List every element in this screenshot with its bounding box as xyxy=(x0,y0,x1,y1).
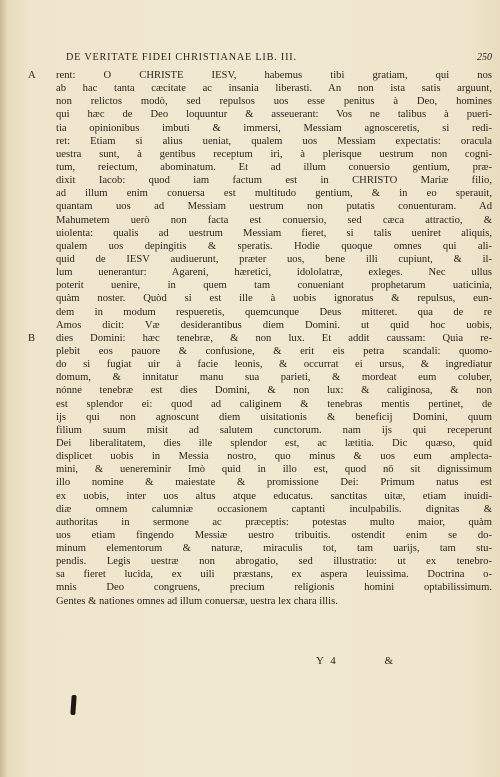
line-text: mini, & uenereminir Imò quid in illo est, quod nō sit dignissimum xyxy=(56,464,492,476)
text-line xyxy=(28,266,492,279)
signature-mark: Y 4 xyxy=(316,655,338,667)
text-line xyxy=(28,490,492,503)
line-text: ret: Etiam si alius ueniat, qualem uos Messiam expectatis: oracula xyxy=(56,135,492,147)
line-text: quantam uos ad Messiam uestrum non putatis conuenturam. Ad xyxy=(56,201,492,213)
body-text xyxy=(28,69,492,608)
line-text: qualem uos depingitis & speratis. Hodie quoque omnes qui ali- xyxy=(56,240,492,252)
text-line xyxy=(28,358,492,371)
text-line xyxy=(28,450,492,463)
line-text: ab hac tanta cæcitate ac insania liberasti. An non ista satis arguunt, xyxy=(56,83,492,95)
line-text: authoritas in sermone ac præceptis: potestas multo maior, quàm xyxy=(56,516,492,528)
text-line xyxy=(28,292,492,305)
text-line xyxy=(28,345,492,358)
text-line xyxy=(28,332,492,345)
text-line xyxy=(28,279,492,292)
line-text: illo nomine & maiestate & promissione Dei: Primum natus est xyxy=(56,477,492,489)
line-text: tia opinionibus imbuti & immersi, Messiam agnosceretis, si redi- xyxy=(56,122,492,134)
text-line xyxy=(28,69,492,82)
ink-mark-icon xyxy=(70,695,76,715)
line-text: diæ omnem calumniæ occasionem captanti inculpabilis. dignitas & xyxy=(56,503,492,515)
text-line xyxy=(28,108,492,121)
text-line xyxy=(28,122,492,135)
text-line xyxy=(28,595,492,608)
line-text: dem in modum respueretis, quemcunque Deus mitteret. qua de re xyxy=(56,306,492,318)
text-line xyxy=(28,135,492,148)
line-text: quàm noster. Quòd si est ille à uobis ignoratus & repulsus, eun- xyxy=(56,293,492,305)
catchline xyxy=(316,655,395,667)
folio-number: 250 xyxy=(477,52,492,63)
text-line xyxy=(28,148,492,161)
text-line xyxy=(28,411,492,424)
text-line xyxy=(28,503,492,516)
line-text: uiolenta: qualis ad uestrum Messiam fieret, si talis ueniret aliquis, xyxy=(56,227,492,239)
text-line xyxy=(28,424,492,437)
line-text: tum, reiectum, abominatum. Et ad illum conuersio gentium, præ- xyxy=(56,161,492,173)
line-text: quid de IESV audiuerunt, præter uos, bene illi cupiunt, & il- xyxy=(56,253,492,265)
line-text: ijs qui non agnoscunt diem uisitationis & beneficij Domini, quum xyxy=(56,411,492,423)
text-line xyxy=(28,371,492,384)
text-line xyxy=(28,161,492,174)
text-line xyxy=(28,529,492,542)
text-line xyxy=(28,82,492,95)
line-text: Mahumetem uerò non facta est conuersio, sed cæca attractio, & xyxy=(56,214,492,226)
line-text: Amos dicit: Væ desiderantibus diem Domini. ut quid hoc uobis, xyxy=(56,319,492,331)
text-line xyxy=(28,319,492,332)
text-line xyxy=(28,516,492,529)
text-line xyxy=(28,200,492,213)
line-text: pendis. Legis uestræ non abrogatio, sed illustratio: ut ex tenebro- xyxy=(56,556,492,568)
margin-letter: A xyxy=(28,70,36,81)
line-text: est splendor ei: quod ad caliginem & tenebras mentis pertinet, de xyxy=(56,398,492,410)
line-text: domum, & innitatur manu sua parieti, & mordeat eum coluber, xyxy=(56,372,492,384)
line-text: filium suum misit ad salutem cunctorum. nam ijs qui receperunt xyxy=(56,424,492,436)
line-text: uos etiam fingendo Messiæ uestro tribuitis. ostendit enim se do- xyxy=(56,529,492,541)
line-text: do si fugiat uir à facie leonis, & occurrat ei ursus, & ingrediatur xyxy=(56,359,492,371)
text-line xyxy=(28,398,492,411)
text-line xyxy=(28,463,492,476)
line-text: sa fieret lucida, ex uili præstans, ex aspera leuissima. Doctrina o- xyxy=(56,569,492,581)
text-line xyxy=(28,227,492,240)
text-line xyxy=(28,95,492,108)
line-text: non relictos modò, sed repulsos uos esse penitus à Deo, homines xyxy=(56,96,492,108)
running-title: DE VERITATE FIDEI CHRISTIANAE LIB. III. xyxy=(66,52,297,63)
line-text: plebit eos pauore & confusione, & erit eis petra scandali: quomo- xyxy=(56,345,492,357)
text-line xyxy=(28,384,492,397)
line-text: displicet uobis in Messia nostro, quo minus & uos eum amplecta- xyxy=(56,451,492,463)
text-line xyxy=(28,581,492,594)
line-text: Gentes & nationes omnes ad illum conuersæ, uestra lex chara illis. xyxy=(56,595,338,607)
line-text: uestra sunt, à gentibus receptum iri, à plerisque uestrum non cogni- xyxy=(56,148,492,160)
margin-letter: B xyxy=(28,332,36,344)
line-text: dies Domini: hæc tenebræ, & non lux. Et addit caussam: Quia re- xyxy=(56,332,492,344)
line-text: poterit uenire, in quem tam conueniant prophetarum uaticinia, xyxy=(56,280,492,292)
text-line xyxy=(28,187,492,200)
text-line xyxy=(28,306,492,319)
page-gutter-shadow xyxy=(0,0,8,777)
line-text: ex uobis, inter uos altus atque educatus. sanctitas uitæ, etiam inuidi- xyxy=(56,490,492,502)
line-text: rent: O CHRISTE IESV, habemus tibi gratiam, qui nos xyxy=(56,70,492,81)
text-line xyxy=(28,240,492,253)
text-line xyxy=(28,253,492,266)
text-line xyxy=(28,542,492,555)
text-line xyxy=(28,568,492,581)
line-text: ad illum enim conuersa est multitudo gentium, & in eo sperauit, xyxy=(56,188,492,200)
line-text: lum uenerantur: Agareni, hæretici, idololatræ, exleges. Nec ullus xyxy=(56,267,492,279)
text-line xyxy=(28,555,492,568)
text-line xyxy=(28,476,492,489)
catchword: & xyxy=(384,655,396,667)
text-line xyxy=(28,214,492,227)
line-text: mnis Deo congruens, precium religionis homini optabilissimum. xyxy=(56,582,492,594)
line-text: minum elementorum & naturæ, miraculis tot, tam uarijs, tam stu- xyxy=(56,543,492,555)
line-text: dixit Iacob: quod iam factum est in CHRISTO Mariæ filio, xyxy=(56,175,492,187)
text-line xyxy=(28,174,492,187)
line-text: Dei liberalitatem, dies ille splendor est, ac lætitia. Dic quæso, quid xyxy=(56,437,492,449)
line-text: qui hæc de Deo loquuntur & asseuerant: Vos ne talibus à pueri- xyxy=(56,109,492,121)
running-header xyxy=(66,52,492,63)
line-text: nónne tenebræ est dies Domini, & non lux: & caliginosa, & non xyxy=(56,385,492,397)
text-line xyxy=(28,437,492,450)
